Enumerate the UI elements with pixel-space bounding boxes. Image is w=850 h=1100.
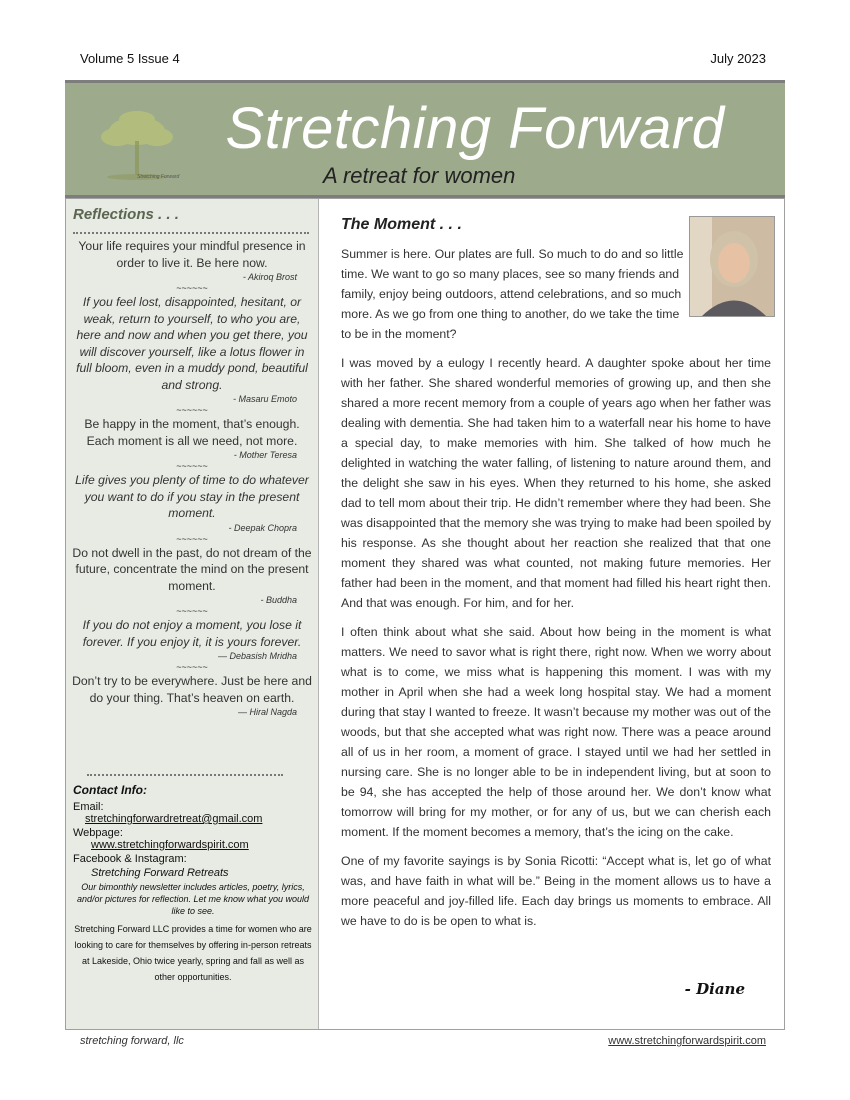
article-paragraph: One of my favorite sayings is by Sonia Ricotti: “Accept what is, let go of what was, and have faith in what will be.” Being in the moment allows us to have a more peaceful and joy-filled life. Each day brings us moments to embrace. All we have to do is be open to what is.: [341, 854, 771, 928]
article-heading: The Moment . . .: [341, 216, 462, 233]
webpage-label: Webpage:: [73, 827, 123, 839]
about-text: Stretching Forward LLC provides a time for women who are looking to care for themselves by offering in-person retreats at Lakeside, Ohio twice yearly, spring and fall as well as other opportunities.: [74, 924, 312, 982]
quote-author: - Deepak Chopra: [228, 522, 297, 533]
newsletter-note: Our bimonthly newsletter includes articles, poetry, lyrics, and/or pictures for reflection. Let me know what you would like to see.: [76, 882, 310, 916]
quote-text: Don’t try to be everywhere. Just be here and do your thing. That’s heaven on earth.: [72, 674, 312, 705]
social-label: Facebook & Instagram:: [73, 853, 187, 865]
quote-author: - Masaru Emoto: [232, 394, 297, 404]
portrait-icon: [690, 217, 775, 317]
issue-label: Volume 5 Issue 4: [80, 51, 180, 66]
reflections-heading: Reflections . . .: [73, 206, 179, 223]
webpage-link[interactable]: www.stretchingforwardspirit.com: [91, 839, 249, 851]
quote-author: - Akiroq Brost: [242, 272, 297, 282]
article: [341, 216, 771, 998]
quote-text: Be happy in the moment, that’s enough. Each moment is all we need, not more.: [84, 417, 300, 448]
social-handle: Stretching Forward Retreats: [91, 867, 229, 879]
quote-text: Do not dwell in the past, do not dream of the future, concentrate the mind on the present moment.: [72, 545, 312, 593]
quote-separator: ~~~~~~: [176, 662, 208, 672]
masthead-banner: [65, 80, 785, 198]
author-photo: [689, 216, 775, 317]
quote-author: - Buddha: [260, 595, 297, 605]
email-link[interactable]: stretchingforwardretreat@gmail.com: [85, 813, 263, 825]
quote-text: Your life requires your mindful presence in order to live it. Be here now.: [78, 239, 306, 270]
footer-company: stretching forward, llc: [80, 1035, 184, 1047]
quote-author: — Hiral Nagda: [237, 707, 297, 717]
signature: - Diane: [684, 980, 745, 998]
quote-separator: ~~~~~~: [176, 533, 208, 544]
quote-text: If you do not enjoy a moment, you lose it forever. If you enjoy it, it is yours forever.: [82, 618, 302, 649]
quote-separator: ~~~~~~: [176, 461, 208, 471]
issue-date: July 2023: [710, 51, 766, 66]
article-paragraph: I was moved by a eulogy I recently heard. A daughter spoke about her time with her father. She shared wonderful memories of growing up, and then she shared a more recent memory from a couple of years ago when her father was dealing with dementia. She had taken him to a waterfall near his home to have a special day, to make memories with him. She talked of how much he delighted in watching the water falling, of listening to nature around them, and the delight she saw in his eyes. When they returned to his home, she asked dad to tell mom about their trip. He didn’t remember where they had been. She was disappointed that the memory she was trying to make had been spoiled by his response. As she thought about her reaction she realized that that one moment they shared was what counted, not making future memories. Her father had been in the moment, and that moment had filled his heart right then. And that was enough. For him, and for her.: [341, 356, 771, 610]
article-paragraph: I often think about what she said. About how being in the moment is what matters. We need to savor what is right there, right now. When we worry about what is to come, we miss what is happening this moment. I was with my mother in April when she had a week long hospital stay. We had a moment during that stay I wanted to freeze. It wasn’t because my mother was out of the woods, but that she accepted what was right now. There was a peace around all of us in her room, a moment of grace. I stayed until we had her settled in nursing care. She is no longer able to be in independent living, but at soon to be 94, she has accepted the help of those around her. We don’t know what tomorrow will bring for my mother, or for any of us, but we can cherish each moment. If the moment becomes a memory, that’s the icing on the cake.: [341, 625, 771, 839]
quote-separator: ~~~~~~: [176, 405, 208, 415]
newsletter-subtitle: A retreat for women: [323, 163, 516, 188]
contact-heading: Contact Info:: [73, 783, 147, 797]
quote-separator: ~~~~~~: [176, 283, 208, 293]
quote-text: Life gives you plenty of time to do whatever you want to do if you stay in the present moment.: [75, 473, 309, 520]
quote-author: - Mother Teresa: [233, 450, 297, 460]
footer-website-link[interactable]: www.stretchingforwardspirit.com: [608, 1035, 766, 1047]
article-paragraph: Summer is here. Our plates are full. So much to do and so little time. We want to go so many places, see so many friends and family, enjoy being outdoors, attend celebrations, and so much more. As we go from one thing to another, do we take the time to be in the moment?: [341, 247, 684, 341]
email-label: Email:: [73, 801, 104, 813]
newsletter-title: Stretching Forward: [225, 96, 725, 161]
quote-author: — Debasish Mridha: [217, 651, 297, 661]
quote-text: If you feel lost, disappointed, hesitant, or weak, return to yourself, to who you are, here and now and when you get there, you will discover yourself, like a lotus flower in full bloom, even in a muddy pond, beautiful and strong.: [76, 295, 308, 392]
logo-caption: Stretching Forward: [137, 174, 180, 180]
quote-separator: ~~~~~~: [176, 606, 208, 616]
